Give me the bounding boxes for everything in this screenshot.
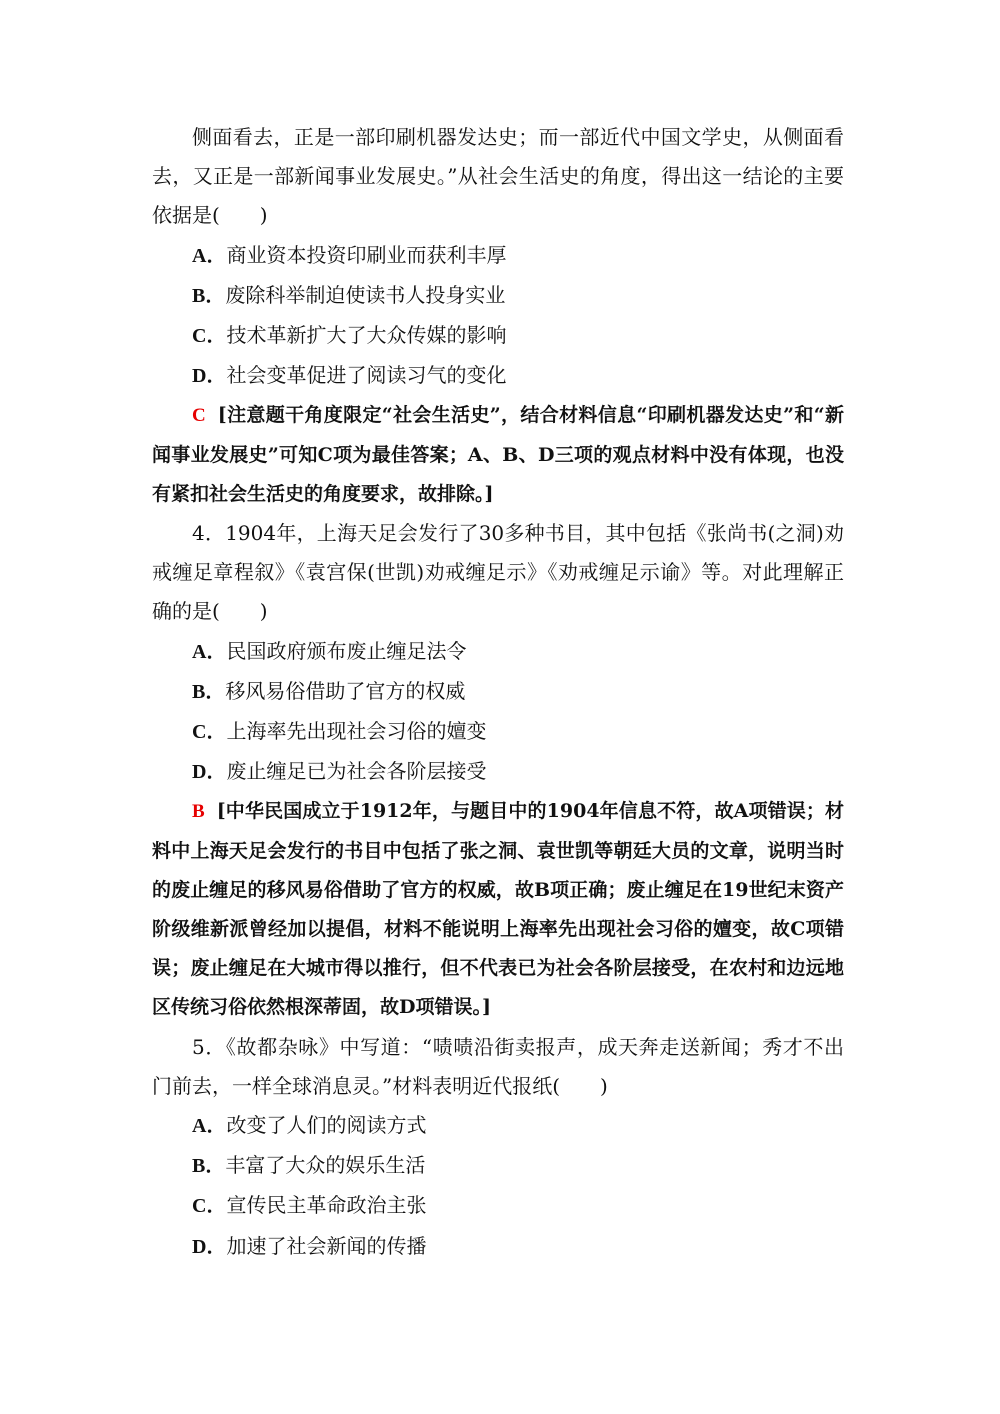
question-5-options (152, 1106, 844, 1267)
answer-key: C (192, 405, 206, 427)
option-a: A．商业资本投资印刷业而获利丰厚 (192, 242, 507, 267)
answer-key: B (192, 801, 205, 823)
document-page (152, 118, 844, 1267)
option-b: B．丰富了大众的娱乐生活 (192, 1153, 426, 1178)
option-c: C．宣传民主革命政治主张 (192, 1193, 427, 1218)
option-a: A．民国政府颁布废止缠足法令 (192, 638, 467, 663)
option-a: A．改变了人们的阅读方式 (192, 1113, 427, 1138)
option-d: D．加速了社会新闻的传播 (192, 1233, 427, 1258)
option-b: B．废除科举制迫使读书人投身实业 (192, 282, 506, 307)
question-3-stem-continued: 侧面看去，正是一部印刷机器发达史；而一部近代中国文学史，从侧面看去，又正是一部新闻事业发展史。”从社会生活史的角度，得出这一结论的主要依据是( ) (152, 125, 844, 228)
answer-explanation: [注意题干角度限定“社会生活史”，结合材料信息“印刷机器发达史”和“新闻事业发展史”可知C项为最佳答案；A、B、D三项的观点材料中没有体现，也没有紧扣社会生活史的角度要求，故排除。] (152, 404, 844, 505)
question-4-answer (152, 792, 844, 1027)
question-4-options (152, 632, 844, 793)
option-b: B．移风易俗借助了官方的权威 (192, 678, 466, 703)
question-5-stem: 5．《故都杂咏》中写道：“啧啧沿街卖报声，成天奔走送新闻；秀才不出门前去，一样全球消息灵。”材料表明近代报纸( ) (152, 1034, 844, 1098)
question-3-options (152, 236, 844, 397)
option-c: C．上海率先出现社会习俗的嬗变 (192, 719, 487, 744)
option-c: C．技术革新扩大了大众传媒的影响 (192, 323, 507, 348)
answer-explanation: [中华民国成立于1912年，与题目中的1904年信息不符，故A项错误；材料中上海天足会发行的书目中包括了张之洞、袁世凯等朝廷大员的文章，说明当时的废止缠足的移风易俗借助了官方的权威，故B项正确；废止缠足在19世纪末资产阶级维新派曾经加以提倡，材料不能说明上海率先出现社会习俗的嬗变，故C项错误；废止缠足在大城市得以推行，但不代表已为社会各阶层接受，在农村和边远地区传统习俗依然根深蒂固，故D项错误。] (152, 800, 844, 1019)
question-3-answer (152, 396, 844, 514)
question-4-stem: 4．1904年，上海天足会发行了30多种书目，其中包括《张尚书(之洞)劝戒缠足章程叙》《袁宫保(世凯)劝戒缠足示》《劝戒缠足示谕》等。对此理解正确的是( ) (152, 521, 844, 624)
option-d: D．废止缠足已为社会各阶层接受 (192, 759, 487, 784)
option-d: D．社会变革促进了阅读习气的变化 (192, 363, 507, 388)
